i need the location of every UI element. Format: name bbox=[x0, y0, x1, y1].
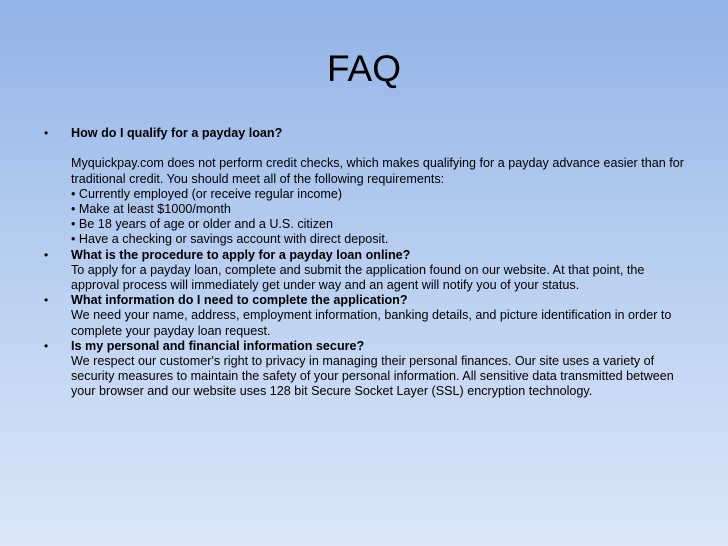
faq-item-security bbox=[44, 339, 684, 400]
faq-question: What is the procedure to apply for a payday loan online? bbox=[71, 247, 411, 262]
faq-answer: Myquickpay.com does not perform credit checks, which makes qualifying for a payday advance easier than for traditional credit. You should meet all of the following requirements: bbox=[71, 156, 684, 186]
paragraph-spacer bbox=[71, 141, 684, 156]
requirement-item: • Have a checking or savings account with direct deposit. bbox=[71, 232, 389, 247]
faq-list bbox=[44, 126, 684, 400]
requirement-item: • Make at least $1000/month bbox=[71, 202, 231, 216]
faq-item-qualify bbox=[44, 126, 684, 248]
bullet-icon: • bbox=[44, 338, 49, 353]
slide-title: FAQ bbox=[326, 48, 402, 89]
faq-question: Is my personal and financial information secure? bbox=[71, 338, 365, 353]
requirement-item: • Be 18 years of age or older and a U.S. citizen bbox=[71, 217, 334, 232]
faq-answer: We respect our customer's right to privacy in managing their personal finances. Our site uses a variety of security measures to maintain the safety of your personal information. All sensitive data transmitted between your browser and our website uses 128 bit Secure Socket Layer (SSL) encryption technology. bbox=[71, 354, 674, 399]
bullet-icon: • bbox=[44, 293, 49, 308]
faq-answer: We need your name, address, employment information, banking details, and picture identification in order to complete your payday loan request. bbox=[71, 308, 672, 338]
faq-question: How do I qualify for a payday loan? bbox=[71, 126, 283, 140]
bullet-icon: • bbox=[44, 126, 49, 140]
faq-item-procedure bbox=[44, 248, 684, 294]
faq-item-information bbox=[44, 293, 684, 339]
faq-answer: To apply for a payday loan, complete and submit the application found on our website. At that point, the approval process will immediately get under way and an agent will notify you of your status. bbox=[71, 262, 645, 293]
faq-question: What information do I need to complete the application? bbox=[71, 293, 408, 308]
bullet-icon: • bbox=[44, 247, 49, 262]
requirement-item: • Currently employed (or receive regular income) bbox=[71, 186, 343, 201]
